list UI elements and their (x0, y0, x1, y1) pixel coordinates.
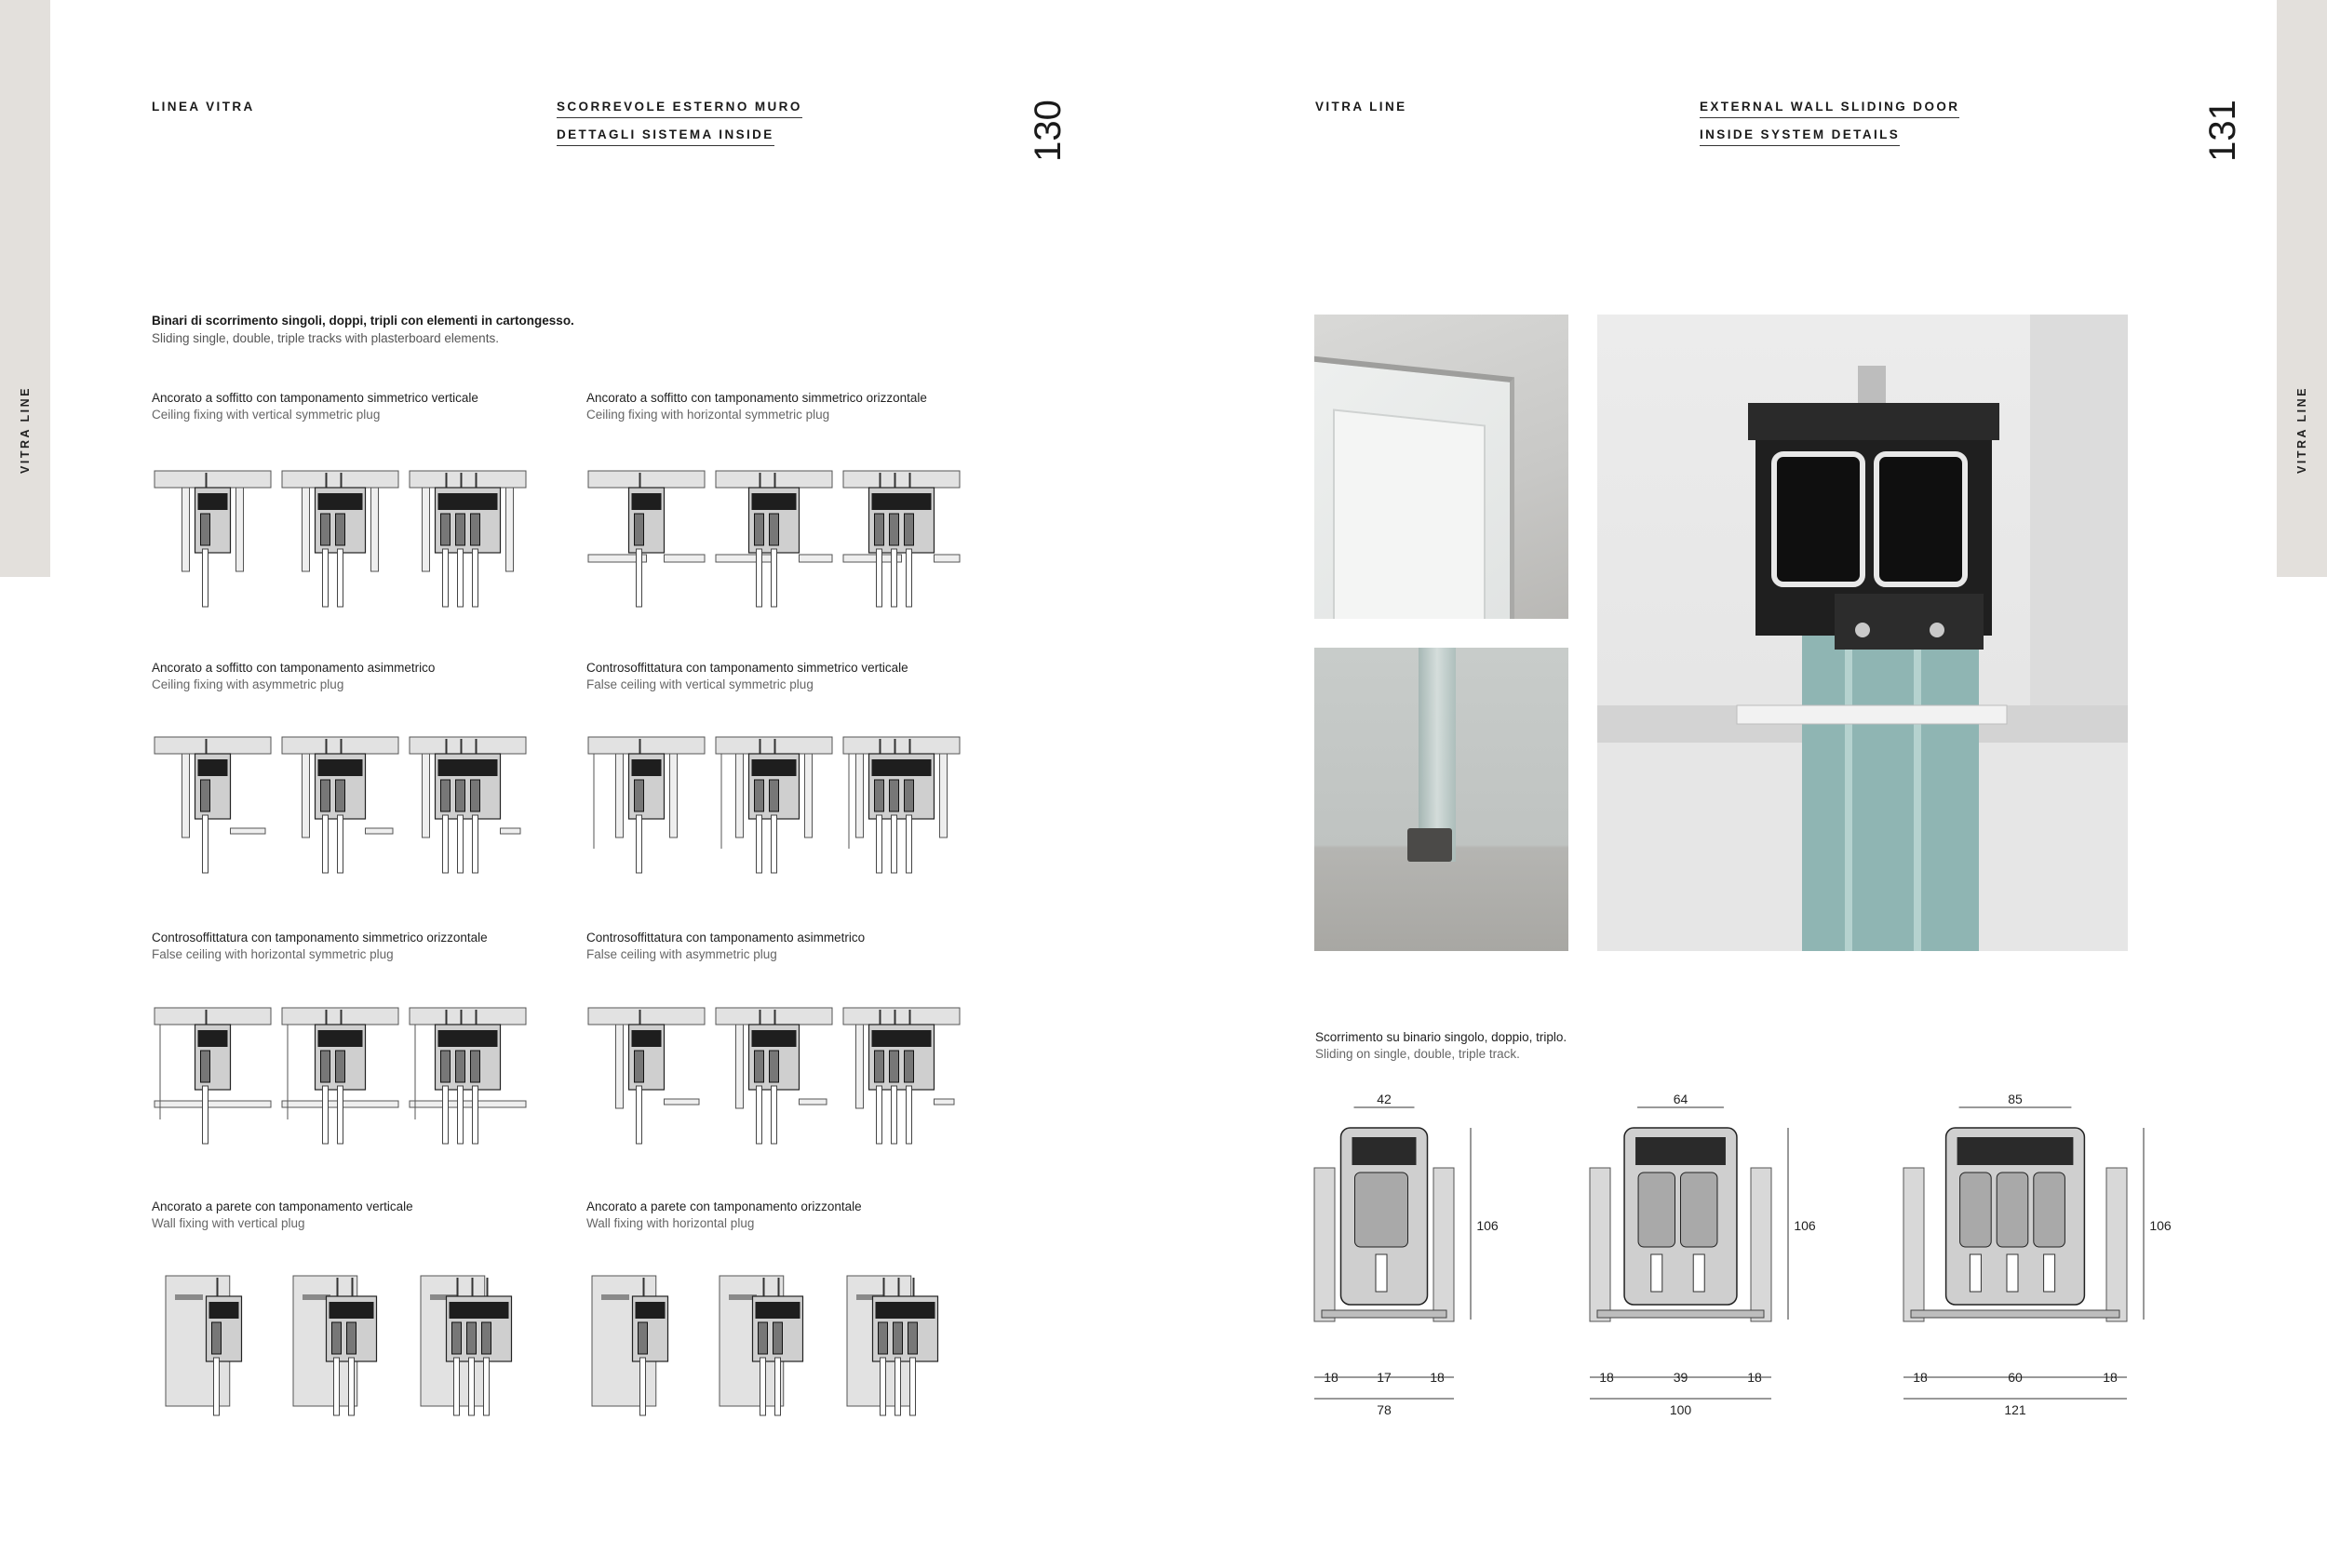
dimensioned-profile-1 (1314, 1092, 1499, 1417)
glass-pane (203, 1086, 208, 1144)
glass-pane (877, 815, 882, 873)
section-detail (410, 471, 526, 607)
carriage-block (1835, 594, 1984, 650)
carriage-bolt (1855, 623, 1870, 637)
dim-right: 18 (1430, 1370, 1445, 1385)
carriage (467, 1322, 477, 1354)
carriage (347, 1322, 356, 1354)
carriage (321, 1051, 330, 1082)
glass-pane (458, 549, 464, 607)
side-plug (423, 754, 430, 838)
glass-pane (892, 1086, 897, 1144)
carriage (875, 514, 884, 545)
track-rollers (1635, 1137, 1726, 1165)
side-plug (736, 1025, 744, 1108)
carriage-bolt (1930, 623, 1944, 637)
carriage (336, 1051, 345, 1082)
glass-pane (772, 815, 777, 873)
carriage (201, 514, 210, 545)
glass-pane (637, 1086, 642, 1144)
caption-it: Ancorato a parete con tamponamento orizzontale (586, 1199, 862, 1213)
caption-en: Ceiling fixing with asymmetric plug (152, 677, 344, 691)
carriage (635, 1051, 644, 1082)
glass-clamp (2044, 1254, 2055, 1292)
brand-label: LINEA VITRA (152, 100, 255, 114)
carriage (770, 780, 779, 811)
section-detail (716, 471, 832, 607)
side-plug (182, 754, 190, 838)
section-detail (588, 1008, 705, 1144)
glass-pane (349, 1358, 355, 1415)
glass-pane (443, 549, 449, 607)
glass-highlight (1914, 622, 1921, 951)
side-tab-right (2277, 0, 2327, 577)
ceiling-slab (155, 1008, 271, 1025)
section-detail (588, 471, 705, 607)
carriage (201, 1051, 210, 1082)
track-rollers (198, 493, 228, 510)
ceiling-slab (843, 737, 960, 754)
dim-mid: 39 (1673, 1370, 1688, 1385)
plasterboard (1903, 1168, 1924, 1321)
glass-highlight (1845, 622, 1852, 951)
side-plug (856, 754, 864, 838)
track-rollers (438, 493, 498, 510)
caption-it: Controsoffittatura con tamponamento simmetrico verticale (586, 661, 908, 675)
side-plug (303, 754, 310, 838)
dim-right: 18 (1747, 1370, 1762, 1385)
section-detail (410, 737, 526, 873)
carriage (755, 780, 764, 811)
plasterboard (1751, 1168, 1771, 1321)
carriage (1997, 1173, 2028, 1247)
caption-it: Controsoffittatura con tamponamento simmetrico orizzontale (152, 931, 488, 945)
glass-pane (637, 549, 642, 607)
side-plug (935, 555, 961, 562)
carriage (441, 780, 451, 811)
photo-profile-section (1597, 315, 2128, 951)
ceiling-slab (155, 471, 271, 488)
caption-en: Wall fixing with horizontal plug (586, 1216, 755, 1230)
dim-total: 78 (1377, 1402, 1392, 1417)
side-plug (856, 1025, 864, 1108)
dim-top: 42 (1377, 1092, 1392, 1106)
glass-pane (323, 549, 329, 607)
carriage (336, 514, 345, 545)
carriage (759, 1322, 768, 1354)
section-detail (847, 1276, 938, 1415)
dim-height: 106 (2149, 1218, 2172, 1233)
glass-clamp (1693, 1254, 1704, 1292)
track-rollers (1957, 1137, 2074, 1165)
wall-block (2030, 315, 2128, 724)
side-plug (805, 754, 813, 838)
track-rollers (636, 1302, 666, 1319)
side-plug (800, 555, 833, 562)
track-rollers (872, 493, 932, 510)
photo-ceiling-detail (1314, 315, 1568, 619)
side-plug (670, 754, 678, 838)
section-detail (592, 1276, 668, 1415)
dim-left: 18 (1913, 1370, 1928, 1385)
track-rollers (876, 1302, 935, 1319)
dim-mid: 17 (1377, 1370, 1392, 1385)
caption-en: Wall fixing with vertical plug (152, 1216, 305, 1230)
plasterboard (1433, 1168, 1454, 1321)
section-detail (843, 737, 960, 873)
glass-clamp (1376, 1254, 1387, 1292)
side-plug (182, 488, 190, 571)
floor-guide (1407, 828, 1452, 862)
glass-pane (473, 1086, 478, 1144)
glass-pane (892, 549, 897, 607)
plasterboard (1590, 1168, 1610, 1321)
photo-floor-guide (1314, 648, 1568, 951)
glass-pane (892, 815, 897, 873)
dimensioned-profile-2 (1590, 1092, 1816, 1417)
track-rollers (872, 1030, 932, 1047)
ceiling-slab (410, 471, 526, 488)
track-rollers (209, 1302, 239, 1319)
carriage (471, 780, 480, 811)
section-detail (716, 737, 832, 873)
carriage (332, 1322, 342, 1354)
glass-pane (473, 549, 478, 607)
section-detail (843, 471, 960, 607)
side-plug (366, 828, 394, 834)
section-detail (293, 1276, 377, 1415)
carriage (755, 514, 764, 545)
carriage (471, 514, 480, 545)
carriage (212, 1322, 222, 1354)
caption-it: Ancorato a parete con tamponamento verticale (152, 1199, 413, 1213)
ceiling-slab (155, 737, 271, 754)
carriage (755, 1051, 764, 1082)
glass-pane (203, 815, 208, 873)
subsection-label: INSIDE SYSTEM DETAILS (1700, 127, 1900, 146)
side-plug (940, 754, 948, 838)
track-rollers (756, 1302, 800, 1319)
base-plate (1322, 1310, 1446, 1318)
profile-skirt (1737, 705, 2007, 724)
drawing-group-8 (592, 1276, 938, 1415)
ceiling-screw (1858, 366, 1886, 403)
ceiling-slab (410, 1008, 526, 1025)
glass-pane (338, 815, 343, 873)
section-detail (421, 1276, 512, 1415)
side-plug (231, 828, 266, 834)
carriage (639, 1322, 648, 1354)
track-rollers (752, 759, 797, 776)
ceiling-slab (843, 1008, 960, 1025)
caption-en: False ceiling with vertical symmetric plug (586, 677, 814, 691)
dim-total: 121 (2004, 1402, 2026, 1417)
tracks-caption-en: Sliding on single, double, triple track. (1315, 1047, 1520, 1061)
glass-pane (910, 1358, 916, 1415)
section-detail (155, 471, 271, 607)
glass-pane (214, 1358, 220, 1415)
plasterboard (2106, 1168, 2127, 1321)
glass-pane (458, 1086, 464, 1144)
dim-top: 64 (1673, 1092, 1688, 1106)
glass-pane (338, 1086, 343, 1144)
section-detail (155, 1008, 271, 1144)
glass-pane (458, 815, 464, 873)
glass-pane (443, 815, 449, 873)
track-rollers (318, 1030, 363, 1047)
plasterboard (1314, 1168, 1335, 1321)
carriage (1638, 1173, 1675, 1247)
side-plug (665, 1099, 700, 1105)
glass-pane (760, 1358, 766, 1415)
track-right (1876, 454, 1965, 584)
carriage (905, 780, 914, 811)
glass-pane (323, 815, 329, 873)
carriage (905, 1051, 914, 1082)
caption-it: Ancorato a soffitto con tamponamento simmetrico orizzontale (586, 391, 927, 405)
dimensioned-profile-3 (1903, 1092, 2172, 1417)
track-rollers (752, 493, 797, 510)
section-detail (720, 1276, 803, 1415)
glass-pane (473, 815, 478, 873)
carriage (890, 780, 899, 811)
section-detail (410, 1008, 526, 1144)
side-plug (410, 1101, 526, 1107)
section-detail (843, 1008, 960, 1144)
carriage (482, 1322, 491, 1354)
section-label: SCORREVOLE ESTERNO MURO (557, 100, 802, 118)
drawing-group-1 (155, 471, 526, 607)
page-number: 130 (1027, 100, 1069, 162)
side-tab-label: VITRA LINE (2295, 386, 2308, 474)
carriage (890, 1051, 899, 1082)
carriage (1355, 1173, 1408, 1247)
caption-it: Ancorato a soffitto con tamponamento asimmetrico (152, 661, 436, 675)
intro-it: Binari di scorrimento singoli, doppi, tripli con elementi in cartongesso. (152, 314, 574, 328)
carriage (879, 1322, 888, 1354)
profile-section-render (1597, 315, 2128, 951)
carriage (770, 1051, 779, 1082)
ceiling-slab (410, 737, 526, 754)
track-rollers (1352, 1137, 1417, 1165)
track-rollers (330, 1302, 374, 1319)
carriage (905, 514, 914, 545)
drawing-group-4 (588, 737, 960, 873)
glass-pane (454, 1358, 460, 1415)
glass-pane (469, 1358, 475, 1415)
frosted-pane (1333, 409, 1486, 619)
drawing-group-6 (588, 1008, 960, 1144)
glass-pane (640, 1358, 646, 1415)
ceiling-slab (588, 471, 705, 488)
carriage (321, 514, 330, 545)
caption-en: False ceiling with asymmetric plug (586, 947, 777, 961)
glass-pane (907, 549, 912, 607)
carriage (456, 514, 465, 545)
track-rollers (632, 1030, 662, 1047)
carriage (773, 1322, 783, 1354)
glass-pane (757, 1086, 762, 1144)
carriage (336, 780, 345, 811)
caption-en: False ceiling with horizontal symmetric plug (152, 947, 394, 961)
track-rollers (318, 493, 363, 510)
carriage (452, 1322, 462, 1354)
glass-pane (895, 1358, 901, 1415)
side-plug (155, 1101, 271, 1107)
carriage (471, 1051, 480, 1082)
wall-anchor (175, 1294, 203, 1300)
track-rollers (632, 493, 662, 510)
dim-height: 106 (1794, 1218, 1816, 1233)
carriage (441, 1051, 451, 1082)
caption-en: Ceiling fixing with horizontal symmetric plug (586, 408, 830, 422)
glass-pane (757, 549, 762, 607)
carriage (875, 1051, 884, 1082)
glass-clamp (1651, 1254, 1662, 1292)
glass-pane (203, 549, 208, 607)
tracks-caption-it: Scorrimento su binario singolo, doppio, triplo. (1315, 1030, 1567, 1044)
base-plate (1911, 1310, 2119, 1318)
glass-pane (484, 1358, 490, 1415)
glass-pane (323, 1086, 329, 1144)
side-plug (371, 488, 379, 571)
track-rollers (632, 759, 662, 776)
glass-pane (334, 1358, 340, 1415)
glass-clamp (2007, 1254, 2018, 1292)
base-plate (1597, 1310, 1764, 1318)
ceiling-slab (843, 471, 960, 488)
carriage (201, 780, 210, 811)
track-rollers (752, 1030, 797, 1047)
glass-pane (775, 1358, 781, 1415)
ceiling-slab (588, 1008, 705, 1025)
drawing-group-2 (588, 471, 960, 607)
caption-it: Ancorato a soffitto con tamponamento simmetrico verticale (152, 391, 478, 405)
carriage (321, 780, 330, 811)
subsection-label: DETTAGLI SISTEMA INSIDE (557, 127, 774, 146)
section-title (1700, 100, 1959, 146)
section-detail (155, 737, 271, 873)
side-plug (616, 1025, 624, 1108)
track-rollers (450, 1302, 509, 1319)
side-plug (935, 1099, 955, 1105)
section-detail (588, 737, 705, 873)
dim-mid: 60 (2008, 1370, 2023, 1385)
carriage (1681, 1173, 1717, 1247)
glass-pane (637, 815, 642, 873)
glass-pane (757, 815, 762, 873)
carriage (635, 780, 644, 811)
glass-pane (443, 1086, 449, 1144)
dim-top: 85 (2008, 1092, 2023, 1106)
dim-total: 100 (1669, 1402, 1692, 1417)
track-rollers (318, 759, 363, 776)
side-tab-label: VITRA LINE (19, 386, 32, 474)
carriage (890, 514, 899, 545)
side-plug (800, 1099, 827, 1105)
page-number: 131 (2201, 100, 2243, 162)
side-plug (236, 488, 244, 571)
profile-top (1748, 403, 1999, 440)
side-plug (716, 555, 774, 562)
tracks-caption (1315, 1030, 1567, 1061)
section-label: EXTERNAL WALL SLIDING DOOR (1700, 100, 1959, 118)
ceiling-slab (588, 737, 705, 754)
side-plug (506, 488, 514, 571)
dimensioned-profiles (1303, 1079, 2187, 1424)
carriage (2034, 1173, 2065, 1247)
carriage (635, 514, 644, 545)
carriage (441, 514, 451, 545)
side-plug (665, 555, 706, 562)
side-plug (501, 828, 521, 834)
wall-anchor (601, 1294, 629, 1300)
section-detail (282, 1008, 398, 1144)
track-rollers (438, 1030, 498, 1047)
section-detail (282, 737, 398, 873)
carriage (908, 1322, 918, 1354)
section-detail (282, 471, 398, 607)
section-detail (716, 1008, 832, 1144)
glass-pane (772, 549, 777, 607)
dim-left: 18 (1324, 1370, 1338, 1385)
side-plug (736, 754, 744, 838)
dim-right: 18 (2103, 1370, 2118, 1385)
brand-label: VITRA LINE (1315, 100, 1407, 114)
glass-panels (1802, 622, 1979, 951)
side-plug (616, 754, 624, 838)
glass-pane (881, 1358, 886, 1415)
drawing-group-3 (155, 737, 526, 873)
glass-pane (877, 549, 882, 607)
glass-pane (338, 549, 343, 607)
dim-height: 106 (1476, 1218, 1499, 1233)
glass-pane (907, 1086, 912, 1144)
drawing-group-7 (166, 1276, 512, 1415)
carriage (1960, 1173, 1992, 1247)
carriage (456, 780, 465, 811)
glass-pane (907, 815, 912, 873)
intro-en: Sliding single, double, triple tracks with plasterboard elements. (152, 331, 499, 345)
section-detail (166, 1276, 242, 1415)
glass-pane (877, 1086, 882, 1144)
side-plug (303, 488, 310, 571)
carriage (875, 780, 884, 811)
drawing-group-5 (155, 1008, 526, 1144)
track-rollers (198, 759, 228, 776)
caption-en: Ceiling fixing with vertical symmetric plug (152, 408, 381, 422)
side-plug (423, 488, 430, 571)
carriage (770, 514, 779, 545)
glass-clamp (1970, 1254, 1981, 1292)
track-rollers (198, 1030, 228, 1047)
track-rollers (872, 759, 932, 776)
track-rollers (438, 759, 498, 776)
caption-it: Controsoffittatura con tamponamento asimmetrico (586, 931, 866, 945)
carriage (894, 1322, 903, 1354)
dim-left: 18 (1599, 1370, 1614, 1385)
glass-pane (772, 1086, 777, 1144)
carriage (456, 1051, 465, 1082)
track-left (1774, 454, 1863, 584)
